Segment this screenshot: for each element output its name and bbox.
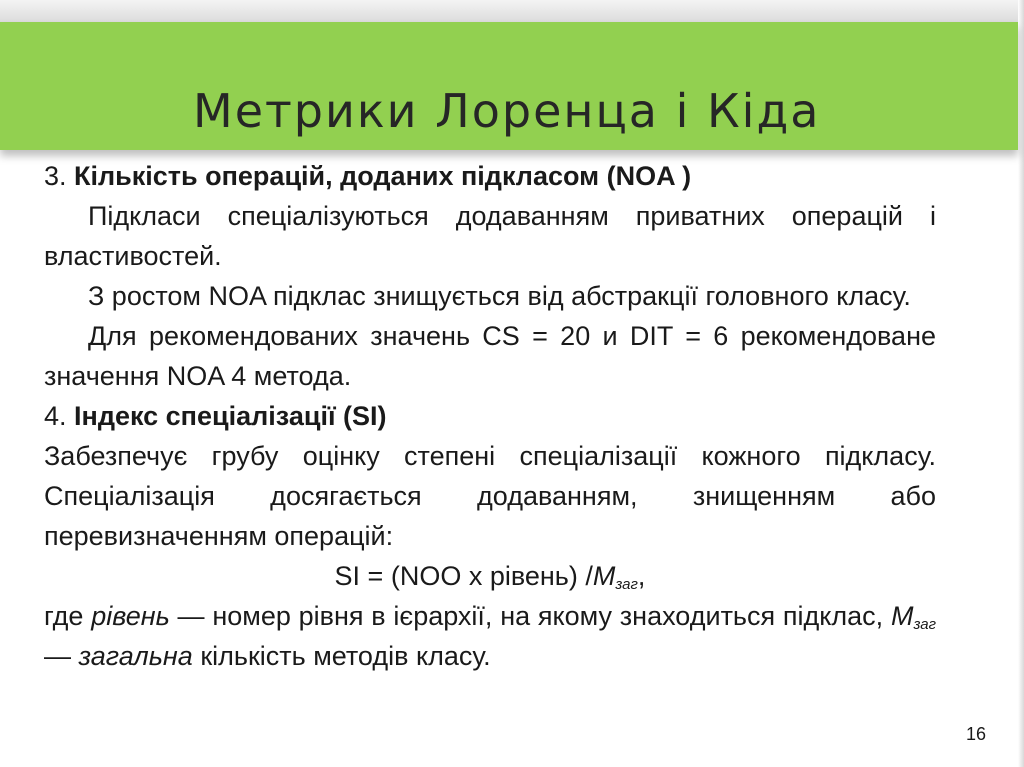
section3-paragraph-2: З ростом NOA підклас знищується від абстракції головного класу. — [88, 281, 911, 311]
p2-text-2: — номер рівня в ієрархії, на якому знаходиться підклас, — [169, 601, 891, 631]
p2-text-3: — — [44, 641, 79, 671]
si-formula — [44, 556, 936, 596]
section3-number: 3. — [44, 161, 75, 191]
section4-paragraph-1: Забезпечує грубу оцінку степені спеціалізації кожного підкласу. Спеціалізація досягається додаванням, знищенням або перевизначенням операцій: — [44, 441, 936, 551]
section4-heading — [44, 396, 936, 436]
formula-suffix: , — [637, 561, 646, 591]
section4-paragraph-2 — [44, 596, 936, 676]
section3-title: Кількість операцій, доданих підкласом (NOA ) — [74, 161, 692, 191]
formula-variable: M — [592, 561, 616, 591]
p2-text-1: где — [44, 601, 92, 631]
section4-number: 4. — [44, 401, 75, 431]
p2-text-4: кількість методів класу. — [192, 641, 491, 671]
title-band — [0, 22, 1018, 150]
p2-italic-level: рівень — [91, 601, 170, 631]
p2-italic-total: загальна — [78, 641, 193, 671]
page-number: 16 — [966, 724, 987, 744]
section3-heading — [44, 156, 936, 196]
formula-text: SI = (NOO x рівень) / — [334, 561, 593, 591]
slide-content — [44, 156, 936, 676]
section3-paragraph-3: Для рекомендованих значень CS = 20 и DIT = 6 рекомендоване значення NOA 4 метода. — [44, 321, 936, 391]
slide-top-frame — [0, 0, 1024, 22]
p2-variable: M — [890, 601, 914, 631]
p2-subscript: заг — [913, 616, 936, 633]
formula-subscript: заг — [615, 576, 638, 593]
slide-title: Метрики Лоренца і Кіда — [193, 84, 821, 138]
section4-title: Індекс спеціалізації (SI) — [74, 401, 387, 431]
section3-paragraph-1: Підкласи спеціалізуються додаванням приватних операцій і властивостей. — [44, 201, 936, 271]
slide-right-frame — [1018, 0, 1024, 767]
